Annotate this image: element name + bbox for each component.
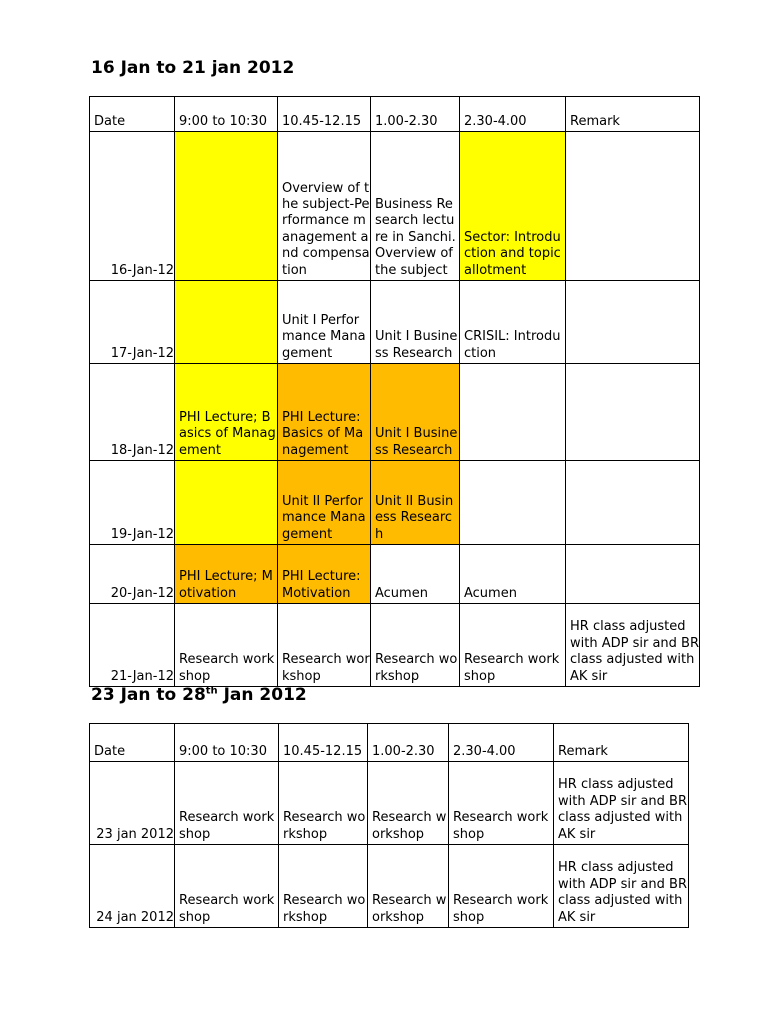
date-cell: 20-Jan-12 (90, 545, 175, 604)
remark-cell: HR class adjusted with ADP sir and BR class adjusted with AK sir (566, 604, 700, 687)
table-row (90, 845, 689, 928)
remark-cell (566, 364, 700, 461)
header-slot-3: 1.00-2.30 (371, 97, 460, 132)
header-remark: Remark (566, 97, 700, 132)
session-cell: Research workshop (460, 604, 566, 687)
session-cell: PHI Lecture: Motivation (278, 545, 371, 604)
date-cell: 23 jan 2012 (90, 762, 175, 845)
week1-title: 16 Jan to 21 jan 2012 (91, 58, 295, 78)
table-row (90, 762, 689, 845)
session-cell: Research workshop (279, 762, 368, 845)
date-cell: 16-Jan-12 (90, 132, 175, 281)
session-cell: Unit II Performance Management (278, 461, 371, 545)
week2-schedule-table (89, 723, 689, 928)
week1-schedule-table (89, 96, 700, 687)
session-cell: Research workshop (368, 762, 449, 845)
date-cell: 18-Jan-12 (90, 364, 175, 461)
session-cell (175, 132, 278, 281)
header-slot-1: 9:00 to 10:30 (175, 724, 279, 762)
session-cell (460, 364, 566, 461)
week2-title-sup: th (205, 685, 218, 697)
session-cell: Unit I Performance Management (278, 281, 371, 364)
date-cell: 21-Jan-12 (90, 604, 175, 687)
header-slot-1: 9:00 to 10:30 (175, 97, 278, 132)
remark-cell (566, 461, 700, 545)
date-cell: 19-Jan-12 (90, 461, 175, 545)
session-cell: PHI Lecture; Motivation (175, 545, 278, 604)
header-slot-2: 10.45-12.15 (279, 724, 368, 762)
remark-cell: HR class adjusted with ADP sir and BR class adjusted with AK sir (554, 762, 689, 845)
header-slot-4: 2.30-4.00 (460, 97, 566, 132)
session-cell: Business Research lecture in Sanchi. Overview of the subject (371, 132, 460, 281)
table-row (90, 281, 700, 364)
session-cell: Research workshop (449, 845, 554, 928)
session-cell: Acumen (460, 545, 566, 604)
header-date: Date (90, 97, 175, 132)
session-cell: Research workshop (278, 604, 371, 687)
remark-cell: HR class adjusted with ADP sir and BR class adjusted with AK sir (554, 845, 689, 928)
remark-cell (566, 281, 700, 364)
session-cell: PHI Lecture; Basics of Management (175, 364, 278, 461)
session-cell: Unit II Business Research (371, 461, 460, 545)
week2-title (91, 685, 307, 705)
session-cell: Unit I Business Research (371, 364, 460, 461)
header-remark: Remark (554, 724, 689, 762)
date-cell: 24 jan 2012 (90, 845, 175, 928)
table-row (90, 364, 700, 461)
session-cell: Acumen (371, 545, 460, 604)
session-cell: Unit I Business Research (371, 281, 460, 364)
session-cell: CRISIL: Introduction (460, 281, 566, 364)
session-cell (175, 461, 278, 545)
remark-cell (566, 132, 700, 281)
header-slot-4: 2.30-4.00 (449, 724, 554, 762)
table-header-row (90, 724, 689, 762)
session-cell: Sector: Introduction and topic allotment (460, 132, 566, 281)
date-cell: 17-Jan-12 (90, 281, 175, 364)
table-row (90, 132, 700, 281)
session-cell: PHI Lecture: Basics of Management (278, 364, 371, 461)
table-row (90, 604, 700, 687)
session-cell: Research workshop (449, 762, 554, 845)
week2-title-main: 23 Jan to 28 (91, 685, 206, 705)
table-row (90, 545, 700, 604)
session-cell: Research workshop (279, 845, 368, 928)
week2-title-end: Jan 2012 (217, 685, 307, 705)
session-cell: Research workshop (371, 604, 460, 687)
session-cell: Research workshop (368, 845, 449, 928)
remark-cell (566, 545, 700, 604)
header-date: Date (90, 724, 175, 762)
header-slot-3: 1.00-2.30 (368, 724, 449, 762)
session-cell: Overview of the subject-Performance management and compensation (278, 132, 371, 281)
session-cell (460, 461, 566, 545)
table-header-row (90, 97, 700, 132)
session-cell (175, 281, 278, 364)
session-cell: Research workshop (175, 845, 279, 928)
header-slot-2: 10.45-12.15 (278, 97, 371, 132)
session-cell: Research workshop (175, 762, 279, 845)
session-cell: Research workshop (175, 604, 278, 687)
table-row (90, 461, 700, 545)
